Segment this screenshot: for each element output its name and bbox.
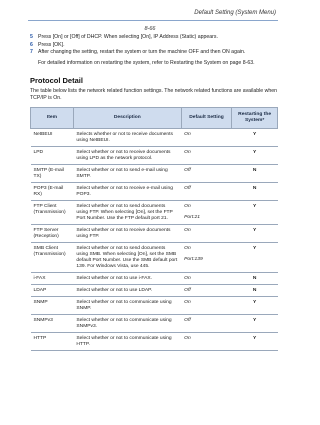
step-number: 6 bbox=[30, 41, 33, 48]
header-divider bbox=[28, 20, 278, 21]
cell-description: Select whether or not to send documents using FTP. When selecting [On], set the FTP Port Number. Use the FTP default port 21. bbox=[73, 201, 181, 225]
cell-default bbox=[181, 297, 232, 315]
page-number: 8-66 bbox=[144, 26, 156, 32]
steps-list bbox=[30, 34, 278, 67]
cell-default bbox=[181, 183, 232, 201]
cell-default bbox=[181, 243, 232, 273]
protocol-table bbox=[30, 107, 278, 351]
cell-item: FTP Client (Transmission) bbox=[31, 201, 74, 225]
cell-default bbox=[181, 333, 232, 351]
section-title: Protocol Detail bbox=[30, 76, 83, 85]
cell-restart: Y bbox=[232, 129, 278, 147]
default-value: On bbox=[184, 149, 191, 155]
table-row bbox=[31, 243, 278, 273]
default-port: Port:139 bbox=[184, 256, 203, 262]
cell-default bbox=[181, 129, 232, 147]
cell-restart: N bbox=[232, 285, 278, 297]
cell-description: Select whether or not to communicate using HTTP. bbox=[73, 333, 181, 351]
table-row bbox=[31, 297, 278, 315]
cell-description: Select whether or not to send e-mail using SMTP. bbox=[73, 165, 181, 183]
step-text: Press [On] or [Off] of DHCP. When selecting [On], IP Address (Static) appears. bbox=[38, 34, 218, 40]
default-value: On bbox=[184, 131, 191, 137]
table-row bbox=[31, 183, 278, 201]
cell-item: SMB Client (Transmission) bbox=[31, 243, 74, 273]
default-value: Off bbox=[184, 287, 191, 293]
cell-description: Select whether or not to receive e-mail using POP3. bbox=[73, 183, 181, 201]
default-value: Off bbox=[184, 185, 191, 191]
cell-restart: Y bbox=[232, 243, 278, 273]
default-value: On bbox=[184, 335, 191, 341]
table-row bbox=[31, 129, 278, 147]
step-number: 5 bbox=[30, 34, 33, 40]
cell-description: Select whether or not to use LDAP. bbox=[73, 285, 181, 297]
cell-description: Select whether or not to receive documents using LPD as the network protocol. bbox=[73, 147, 181, 165]
cell-restart: Y bbox=[232, 147, 278, 165]
step bbox=[30, 49, 278, 57]
step-number: 7 bbox=[30, 49, 33, 55]
cell-default bbox=[181, 273, 232, 285]
cell-item: SNMP bbox=[31, 297, 74, 315]
cell-description: Select whether or not to use i-FAX. bbox=[73, 273, 181, 285]
table-row bbox=[31, 315, 278, 333]
cell-restart: N bbox=[232, 183, 278, 201]
table-row bbox=[31, 333, 278, 351]
header-default: Default Setting bbox=[181, 108, 232, 129]
table-row bbox=[31, 201, 278, 225]
default-value: On bbox=[184, 203, 191, 209]
cell-default bbox=[181, 315, 232, 333]
cell-description: Select whether or not to communicate using SNMPv3. bbox=[73, 315, 181, 333]
cell-item: FTP Server (Reception) bbox=[31, 225, 74, 243]
default-value: On bbox=[184, 245, 191, 251]
cell-item: POP3 (E-mail RX) bbox=[31, 183, 74, 201]
cell-description: Select whether or not to receive documents using FTP. bbox=[73, 225, 181, 243]
default-value: On bbox=[184, 299, 191, 305]
cell-default bbox=[181, 165, 232, 183]
default-value: On bbox=[184, 275, 191, 281]
cell-description: Select whether or not to send documents using SMB. When selecting [On], set the SMB default Port Number. Use the SMB default port 139. For Windows Vista, use 445. bbox=[73, 243, 181, 273]
cell-item: LPD bbox=[31, 147, 74, 165]
default-port: Port:21 bbox=[184, 214, 200, 220]
cell-default bbox=[181, 147, 232, 165]
step-note: For detailed information on restarting the system, refer to Restarting the System on page 8-63. bbox=[38, 59, 255, 66]
step bbox=[30, 42, 278, 50]
cell-item: NetBEUI bbox=[31, 129, 74, 147]
table-row bbox=[31, 225, 278, 243]
default-value: Off bbox=[184, 167, 191, 173]
default-value: Off bbox=[184, 317, 191, 323]
default-value: On bbox=[184, 227, 191, 233]
cell-restart: Y bbox=[232, 315, 278, 333]
cell-restart: Y bbox=[232, 201, 278, 225]
cell-restart: Y bbox=[232, 297, 278, 315]
cell-item: i-FAX bbox=[31, 273, 74, 285]
table-row bbox=[31, 273, 278, 285]
cell-restart: Y bbox=[232, 225, 278, 243]
step bbox=[30, 34, 278, 42]
cell-item: LDAP bbox=[31, 285, 74, 297]
header-restart: Restarting the System* bbox=[232, 108, 278, 129]
table-header-row bbox=[31, 108, 278, 129]
cell-description: Select whether or not to communicate using SNMP. bbox=[73, 297, 181, 315]
header-description: Description bbox=[73, 108, 181, 129]
header-item: Item bbox=[31, 108, 74, 129]
cell-item: SMTP (E-mail TX) bbox=[31, 165, 74, 183]
cell-default bbox=[181, 285, 232, 297]
cell-item: HTTP bbox=[31, 333, 74, 351]
cell-restart: N bbox=[232, 273, 278, 285]
cell-restart: Y bbox=[232, 333, 278, 351]
cell-item: SNMPv3 bbox=[31, 315, 74, 333]
cell-description: Selects whether or not to receive documents using NetBEUI. bbox=[73, 129, 181, 147]
table-row bbox=[31, 147, 278, 165]
section-intro: The table below lists the network related function settings. The network related functions are available when TCP/IP is On. bbox=[30, 88, 278, 101]
step-text: Press [OK]. bbox=[38, 41, 65, 48]
cell-restart: N bbox=[232, 165, 278, 183]
cell-default bbox=[181, 225, 232, 243]
table-row bbox=[31, 285, 278, 297]
page-header-title: Default Setting (System Menu) bbox=[194, 10, 276, 16]
cell-default bbox=[181, 201, 232, 225]
step-text: After changing the setting, restart the system or turn the machine OFF and then ON again. bbox=[38, 49, 246, 55]
table-row bbox=[31, 165, 278, 183]
